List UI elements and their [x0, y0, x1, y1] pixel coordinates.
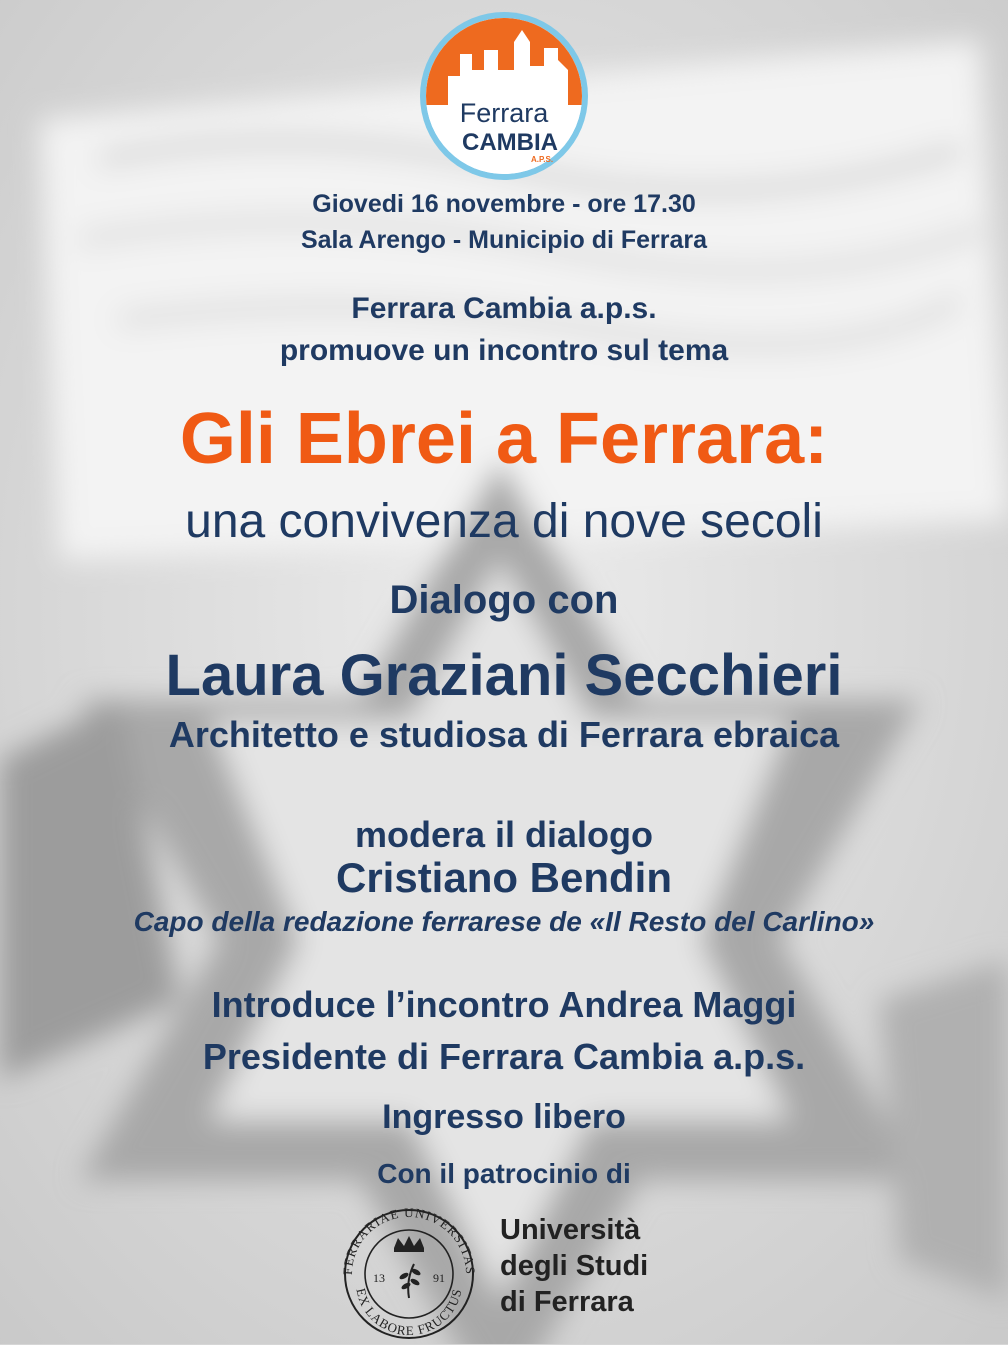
logo-text-aps: A.P.S. [530, 155, 554, 164]
event-title: Gli Ebrei a Ferrara: [179, 399, 829, 479]
university-line-1: Università [500, 1214, 641, 1246]
speaker-role: Architetto e studiosa di Ferrara ebraica [168, 714, 840, 755]
university-line-3: di Ferrara [500, 1286, 634, 1318]
ferrara-cambia-logo [418, 10, 590, 182]
moderator-role: Capo della redazione ferrarese de «Il Resto del Carlino» [133, 906, 875, 937]
speaker-intro: Dialogo con [389, 578, 619, 622]
university-name [500, 1212, 648, 1320]
event-date-time: Giovedi 16 novembre - ore 17.30 [312, 190, 696, 218]
moderator-intro: modera il dialogo [354, 814, 654, 855]
introducer-role: Presidente di Ferrara Cambia a.p.s. [202, 1036, 806, 1077]
introducer-line: Introduce l’incontro Andrea Maggi [211, 984, 797, 1025]
seal-text-bottom: EX LABORE FRUCTUS [353, 1286, 465, 1339]
seal-year-left: 13 [373, 1271, 385, 1285]
moderator-name: Cristiano Bendin [335, 854, 673, 901]
patronage-label: Con il patrocinio di [377, 1158, 631, 1189]
organizer-description: promuove un incontro sul tema [279, 334, 729, 367]
seal-year-right: 91 [433, 1271, 445, 1285]
organizer-name: Ferrara Cambia a.p.s. [351, 292, 657, 325]
event-venue: Sala Arengo - Municipio di Ferrara [300, 226, 708, 254]
logo-text-cambia: CAMBIA [462, 129, 558, 156]
free-entry-notice: Ingresso libero [382, 1098, 626, 1136]
event-subtitle: una convivenza di nove secoli [185, 495, 823, 548]
university-line-2: degli Studi [500, 1250, 649, 1282]
speaker-name: Laura Graziani Secchieri [165, 643, 843, 708]
logo-text-ferrara: Ferrara [459, 98, 549, 128]
university-seal-icon [334, 1202, 484, 1340]
seal-text-top: FERRARIAE UNIVERSITAS [339, 1204, 479, 1276]
